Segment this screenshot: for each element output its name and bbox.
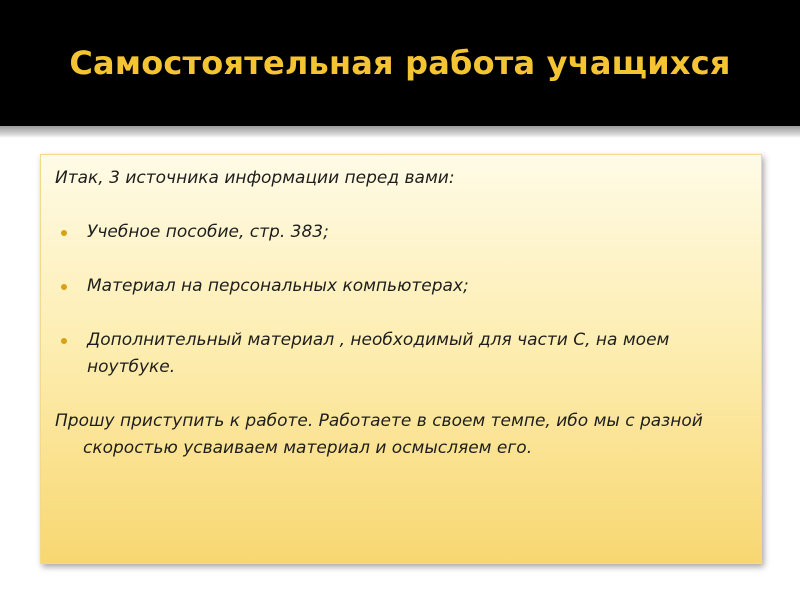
bullet-text: Учебное пособие, стр. 383;: [87, 222, 329, 242]
closing-text: Прошу приступить к работе. Работаете в своем темпе, ибо мы с разной скоростью усваиваем материал и осмысляем его.: [55, 411, 703, 458]
bullet-item-computers: [55, 273, 755, 300]
title-divider: [0, 126, 800, 138]
bullet-item-textbook: [55, 219, 755, 246]
bullet-dot-icon: [61, 338, 67, 344]
body-text: [55, 165, 755, 462]
bullet-text: Дополнительный материал , необходимый для части С, на моем ноутбуке.: [87, 330, 670, 377]
bullet-text: Материал на персональных компьютерах;: [87, 276, 469, 296]
content-box: [40, 154, 762, 564]
intro-text: Итак, 3 источника информации перед вами:: [55, 168, 455, 188]
slide-title: Самостоятельная работа учащихся: [69, 44, 731, 82]
bullet-dot-icon: [61, 230, 67, 236]
bullet-dot-icon: [61, 284, 67, 290]
bullet-item-laptop: [55, 327, 755, 381]
